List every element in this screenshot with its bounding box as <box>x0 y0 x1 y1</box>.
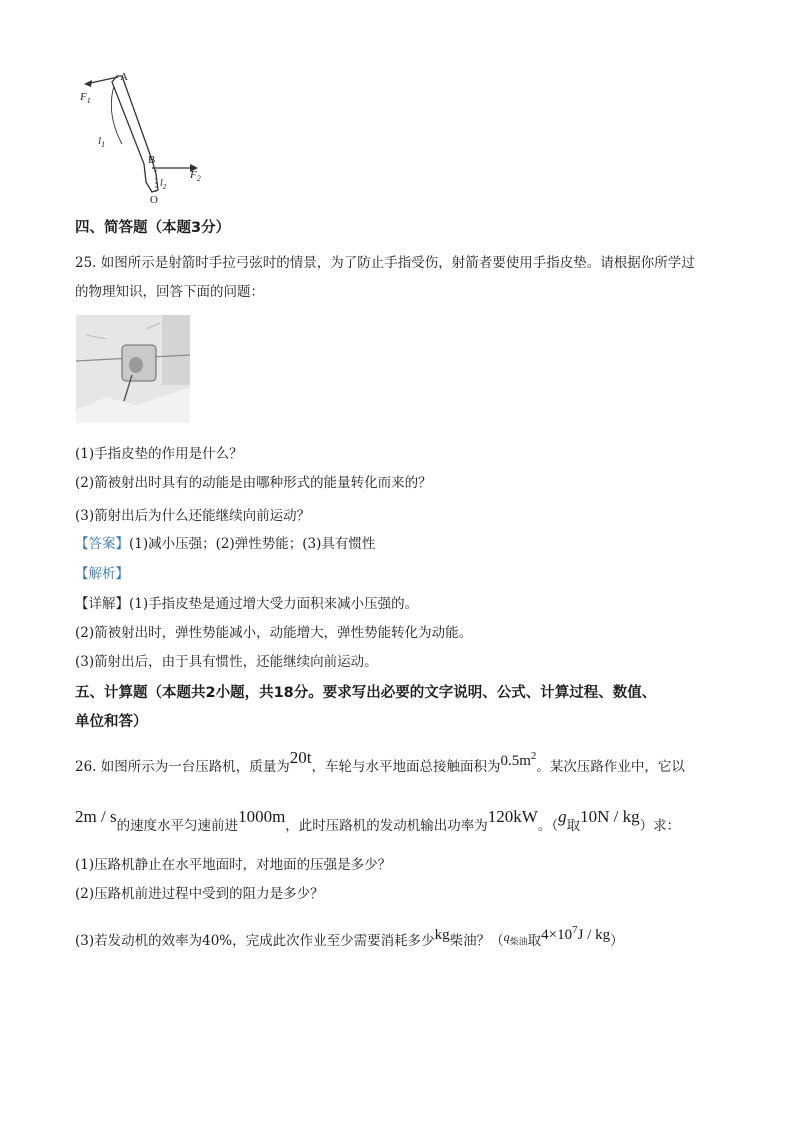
speed-value: 2m / s <box>75 807 117 826</box>
area-value: $0.5m^2$ <box>500 750 537 769</box>
point-a-label: A <box>120 71 128 83</box>
force-f1-label: $F_1$ <box>80 91 91 105</box>
force-f1-arrowhead <box>84 80 92 87</box>
section5-heading-line2: 单位和答） <box>75 714 148 730</box>
analysis-tag: 【解析】 <box>75 566 129 582</box>
q25-stem-line2: 的物理知识，回答下面的问题： <box>75 284 264 300</box>
q26-l2-text-d: ）求： <box>639 818 681 834</box>
q26-sub1: (1)压路机静止在水平地面时，对地面的压强是多少？ <box>75 857 392 873</box>
q26-sub3-text-b: 柴油？（ <box>449 933 504 949</box>
q-close: ） <box>610 933 624 949</box>
q25-sub3: (3)箭射出后为什么还能继续向前运动？ <box>75 508 311 524</box>
q26-l1-text-b: ，车轮与水平地面总接触面积为 <box>311 759 501 775</box>
q-symbol: $q_{柴油}$ <box>503 930 528 947</box>
q25-answer <box>75 534 375 554</box>
q26-sub3-text-a: (3)若发动机的效率为40%，完成此次作业至少需要消耗多少 <box>75 933 435 949</box>
answer-text: (1)减小压强；(2)弹性势能；(3)具有惯性 <box>129 536 376 552</box>
g-value: 10N / kg <box>580 807 640 826</box>
arm-l2-label: $l_2$ <box>160 178 167 191</box>
section4-heading: 四、简答题（本题3分） <box>75 220 231 236</box>
mass-value: 20t <box>289 748 312 767</box>
q26-l2-text-b: ，此时压路机的发动机输出功率为 <box>285 818 488 834</box>
detail-tag: 【详解】 <box>75 596 129 612</box>
section5-heading-line1: 五、计算题（本题共2小题，共18分。要求写出必要的文字说明、公式、计算过程、数值、 <box>75 685 657 701</box>
lever-diagram <box>72 64 212 204</box>
q25-detail2: (2)箭被射出时，弹性势能减小，动能增大，弹性势能转化为动能。 <box>75 625 473 641</box>
q26-line1 <box>75 748 685 777</box>
finger-guard-photo <box>76 315 190 423</box>
kg-unit: kg <box>434 927 450 943</box>
q26-l2-text-c: 。（ <box>537 818 559 834</box>
arm-l1-label: $l_1$ <box>98 135 106 149</box>
distance-value: 1000m <box>238 807 286 826</box>
answer-tag: 【答案】 <box>75 536 129 552</box>
point-o-label: O <box>150 194 158 204</box>
power-value: 120kW <box>487 807 538 826</box>
q25-detail1 <box>75 594 418 614</box>
q25-stem-line1: 25. 如图所示是射箭时手拉弓弦时的情景，为了防止手指受伤，射箭者要使用手指皮垫。请根据你所学过 <box>75 255 695 271</box>
q26-l1-text-a: 26. 如图所示为一台压路机，质量为 <box>75 759 290 775</box>
q26-sub3 <box>75 926 624 955</box>
force-f2-label: $F_2$ <box>190 169 201 183</box>
lever-outline <box>112 76 158 192</box>
q26-l2-text-a: 的速度水平匀速前进 <box>116 818 239 834</box>
q-value: $4\times 10^7J$ / kg <box>541 924 611 943</box>
q26-l1-text-c: 。某次压路作业中，它以 <box>536 759 685 775</box>
q25-sub2: (2)箭被射出时具有的动能是由哪种形式的能量转化而来的？ <box>75 475 432 491</box>
g-symbol: g <box>558 807 567 826</box>
point-b-label: B <box>148 154 156 166</box>
g-take: 取 <box>566 818 581 834</box>
q-take: 取 <box>527 933 542 949</box>
q25-sub1: (1)手指皮垫的作用是什么？ <box>75 446 243 462</box>
q25-detail3: (3)箭射出后，由于具有惯性，还能继续向前运动。 <box>75 654 378 670</box>
q26-line2 <box>75 807 681 836</box>
q26-sub2: (2)压路机前进过程中受到的阻力是多少？ <box>75 886 324 902</box>
detail1-text: (1)手指皮垫是通过增大受力面积来减小压强的。 <box>129 596 419 612</box>
